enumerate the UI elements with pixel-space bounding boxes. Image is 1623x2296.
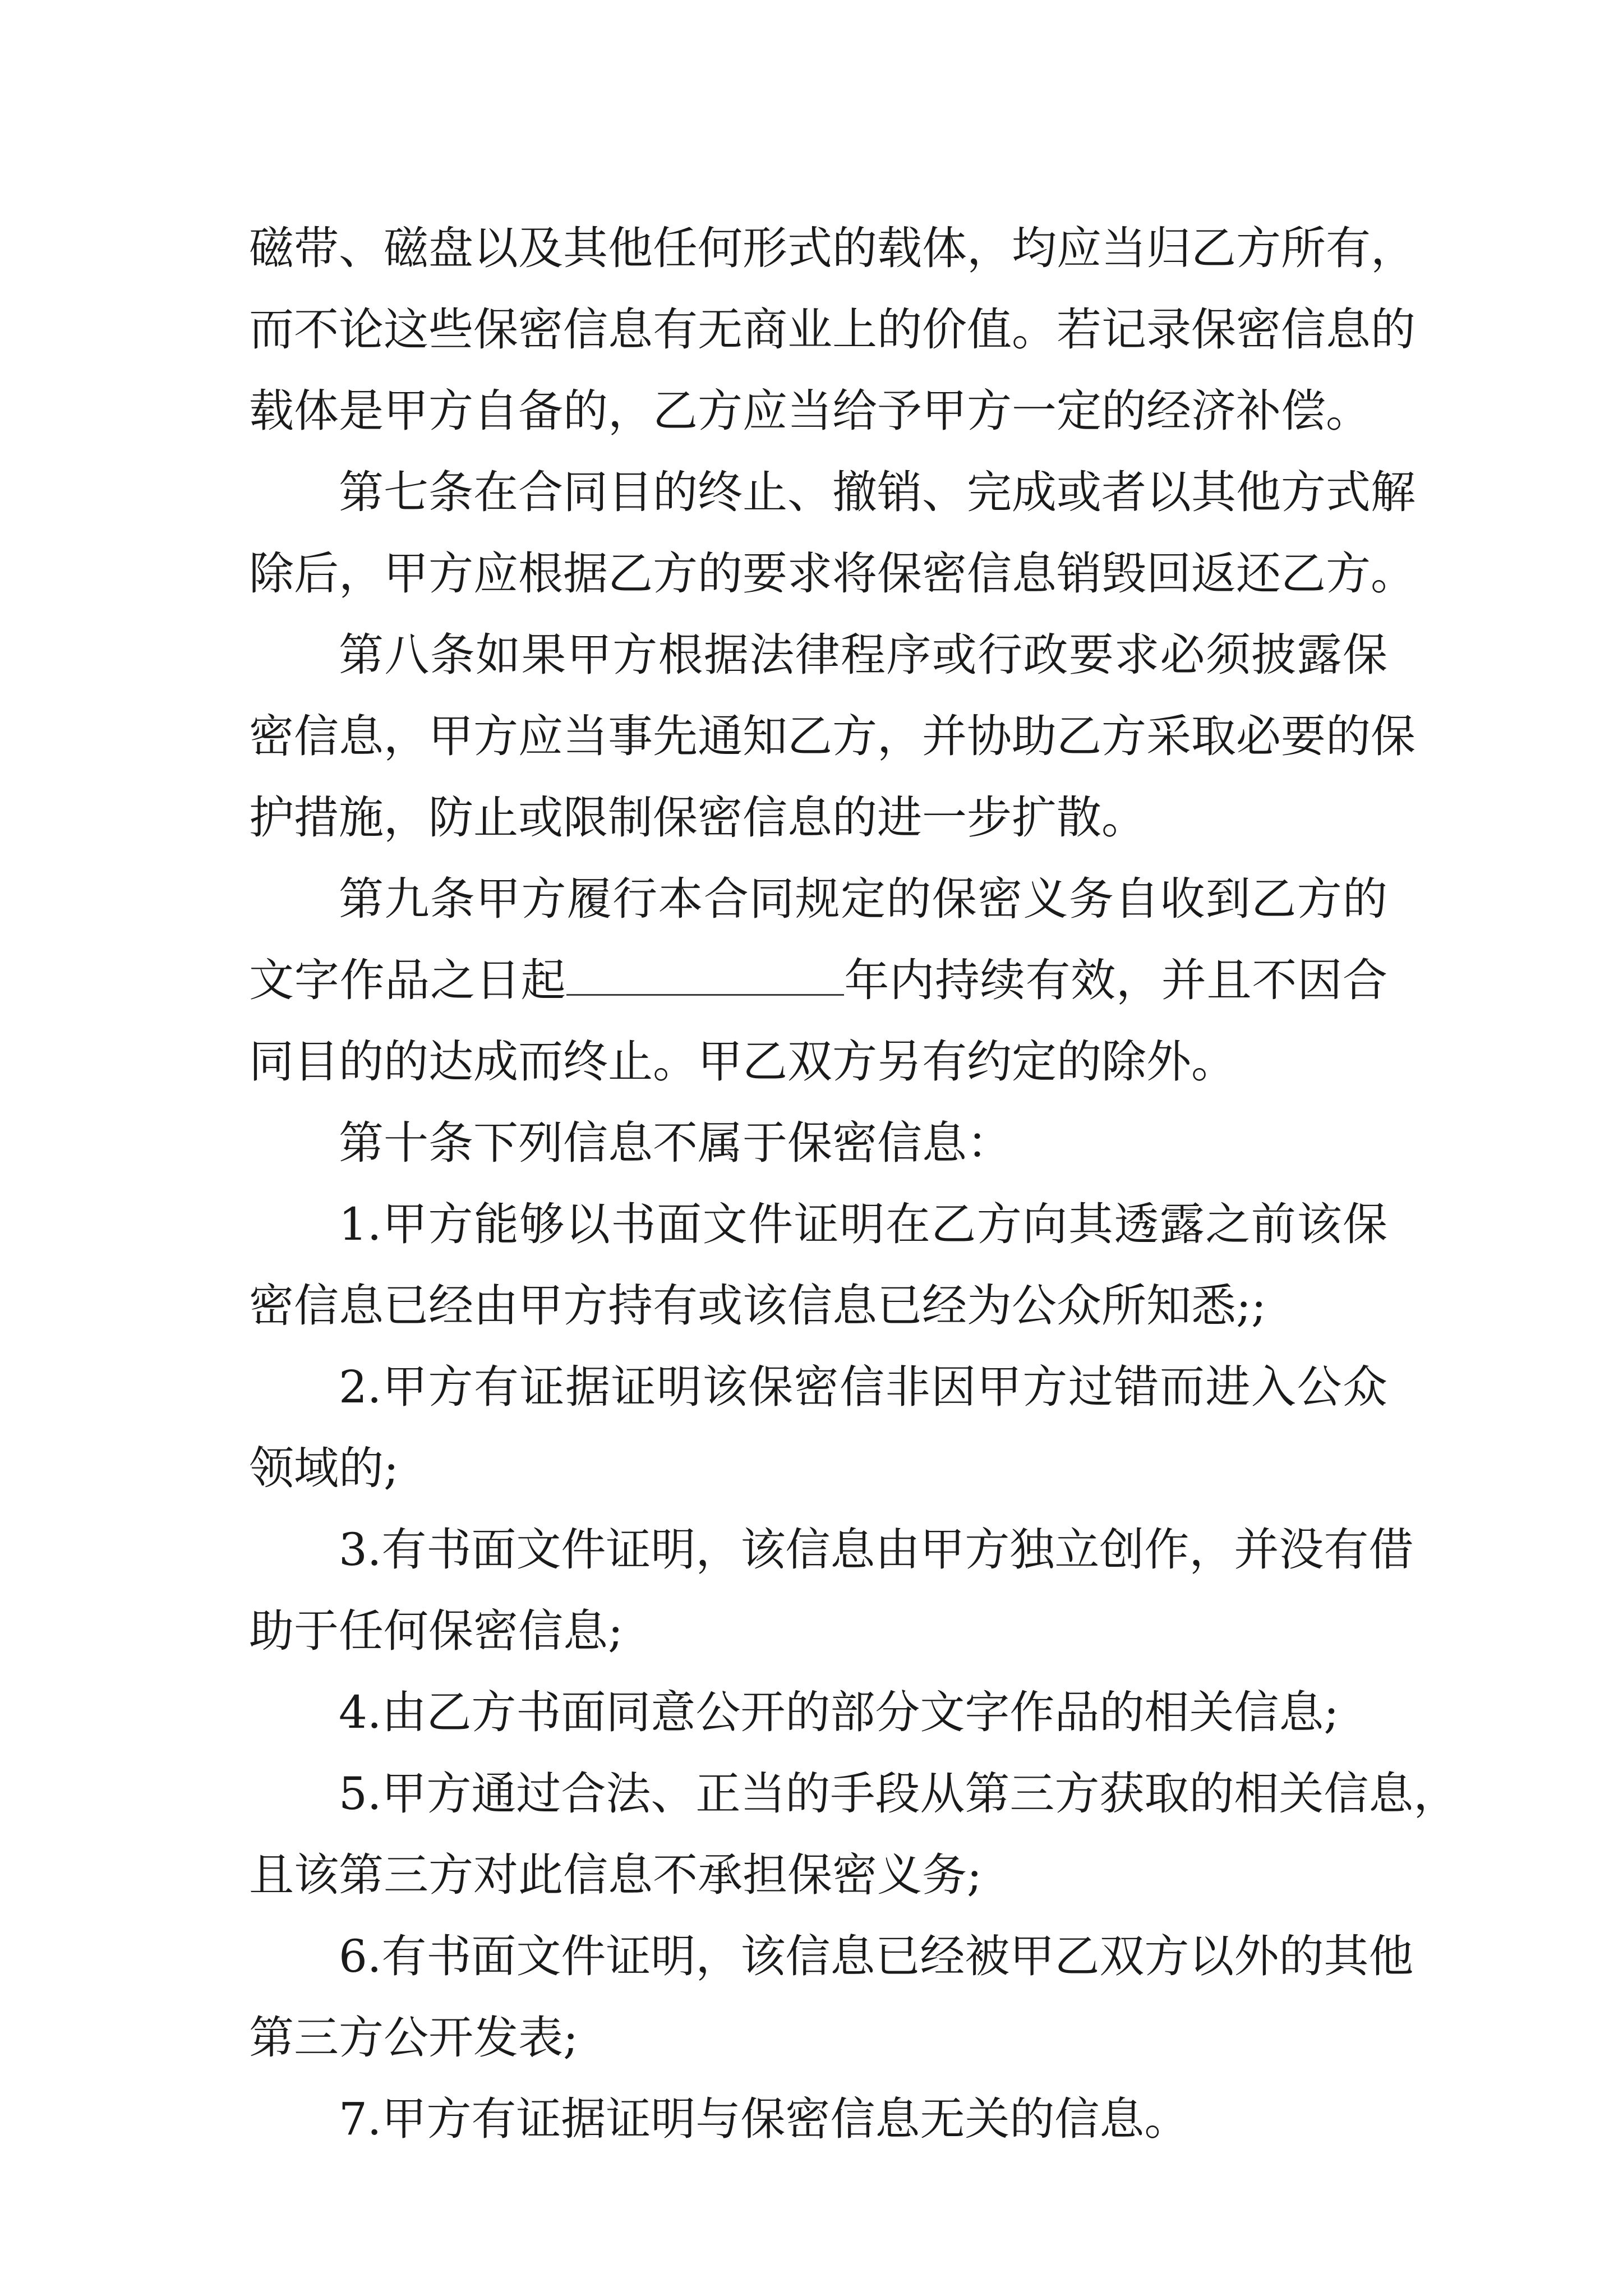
text-line: 密信息已经由甲方持有或该信息已经为公众所知悉;; <box>249 1280 1266 1332</box>
text-line: 助于任何保密信息; <box>249 1605 623 1657</box>
article-7-line: 第七条在合同目的终止、撤销、完成或者以其他方式解 <box>339 466 1415 518</box>
list-item-7: 7.甲方有证据证明与保密信息无关的信息。 <box>339 2093 1189 2145</box>
article-8-line: 第八条如果甲方根据法律程序或行政要求必须披露保 <box>339 629 1387 681</box>
text-before-blank: 文字作品之日起 <box>249 954 566 1006</box>
fill-in-blank <box>566 960 844 996</box>
text-line: 同目的的达成而终止。甲乙双方另有约定的除外。 <box>249 1036 1236 1088</box>
text-line: 磁带、磁盘以及其他任何形式的载体，均应当归乙方所有， <box>249 222 1415 274</box>
text-line: 载体是甲方自备的，乙方应当给予甲方一定的经济补偿。 <box>249 385 1371 437</box>
list-item-3: 3.有书面文件证明，该信息由甲方独立创作，并没有借 <box>339 1524 1414 1576</box>
article-9-line: 第九条甲方履行本合同规定的保密义务自收到乙方的 <box>339 873 1387 925</box>
text-line: 密信息，甲方应当事先通知乙方，并协助乙方采取必要的保 <box>249 710 1415 762</box>
text-after-blank: 年内持续有效，并且不因合 <box>843 954 1388 1006</box>
text-line: 而不论这些保密信息有无商业上的价值。若记录保密信息的 <box>249 303 1415 356</box>
text-line-with-blank <box>249 940 1387 1021</box>
text-line: 领域的; <box>249 1442 399 1494</box>
text-line: 除后，甲方应根据乙方的要求将保密信息销毁回返还乙方。 <box>249 547 1415 600</box>
list-item-6: 6.有书面文件证明，该信息已经被甲乙双方以外的其他 <box>339 1930 1414 1982</box>
text-line: 护措施，防止或限制保密信息的进一步扩散。 <box>249 792 1146 844</box>
list-item-5: 5.甲方通过合法、正当的手段从第三方获取的相关信息， <box>339 1768 1459 1820</box>
text-line: 且该第三方对此信息不承担保密义务; <box>249 1849 982 1901</box>
list-item-4: 4.由乙方书面同意公开的部分文字作品的相关信息; <box>339 1686 1339 1738</box>
list-item-1: 1.甲方能够以书面文件证明在乙方向其透露之前该保 <box>339 1198 1387 1250</box>
document-body <box>249 208 1459 2160</box>
text-line: 第三方公开发表; <box>249 2012 578 2064</box>
article-10-heading: 第十条下列信息不属于保密信息： <box>339 1117 1012 1169</box>
list-item-2: 2.甲方有证据证明该保密信非因甲方过错而进入公众 <box>339 1361 1387 1413</box>
